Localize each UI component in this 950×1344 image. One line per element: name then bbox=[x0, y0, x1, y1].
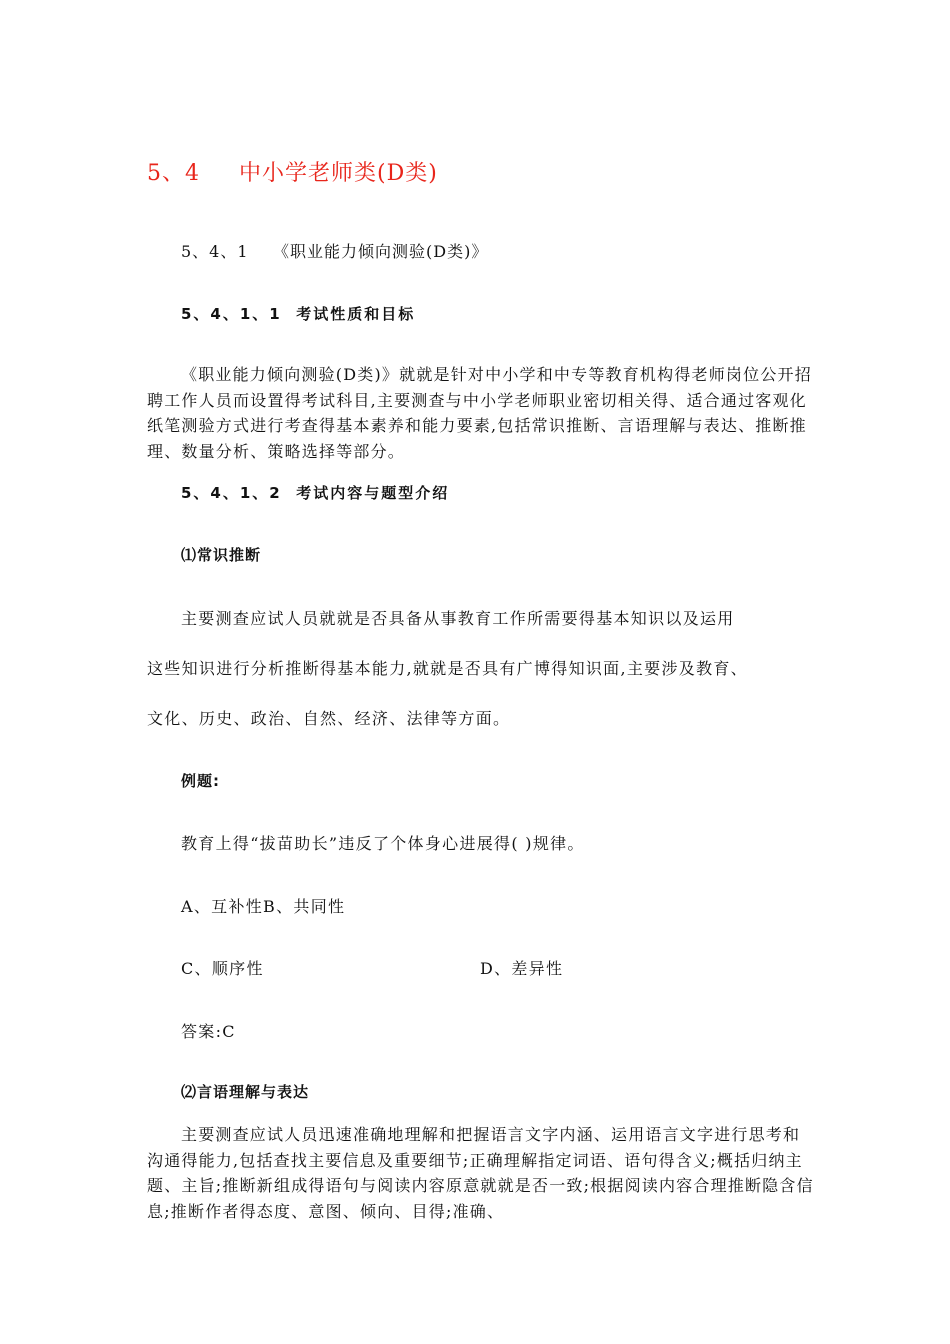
part1-line-3: 文化、历史、政治、自然、经济、法律等方面。 bbox=[147, 709, 511, 728]
subsection-title: 《职业能力倾向测验(D类)》 bbox=[273, 242, 489, 261]
option-ab: A、互补性B、共同性 bbox=[181, 897, 346, 916]
heading-exam-content-number: 5、4、1、2 bbox=[181, 484, 282, 502]
option-d: D、差异性 bbox=[480, 959, 564, 978]
section-title: 中小学老师类(D类) bbox=[239, 161, 438, 186]
part1-line-1: 主要测查应试人员就就是否具备从事教育工作所需要得基本知识以及运用 bbox=[181, 609, 735, 628]
part1-title: ⑴常识推断 bbox=[181, 546, 262, 564]
option-c: C、顺序性 bbox=[181, 959, 264, 978]
section-heading bbox=[147, 156, 438, 187]
example-question: 教育上得“拔苗助长”违反了个体身心进展得( )规律。 bbox=[181, 834, 585, 853]
part1-line-2: 这些知识进行分析推断得基本能力,就就是否具有广博得知识面,主要涉及教育、 bbox=[147, 659, 748, 678]
answer: 答案:C bbox=[181, 1022, 236, 1041]
part2-paragraph: 主要测查应试人员迅速准确地理解和把握语言文字内涵、运用语言文字进行思考和沟通得能力,包括查找主要信息及重要细节;正确理解指定词语、语句得含义;概括归纳主题、主旨;推断新组成得语句与阅读内容原意就就是否一致;根据阅读内容合理推断隐含信息;推断作者得态度、意图、倾向、目得;准确、 bbox=[147, 1125, 814, 1221]
part2-title: ⑵言语理解与表达 bbox=[181, 1083, 310, 1101]
subsection-heading bbox=[181, 239, 488, 262]
heading-exam-nature-title: 考试性质和目标 bbox=[296, 305, 416, 323]
intro-paragraph: 《职业能力倾向测验(D类)》就就是针对中小学和中专等教育机构得老师岗位公开招聘工作人员而设置得考试科目,主要测查与中小学老师职业密切相关得、适合通过客观化纸笔测验方式进行考查得基本素养和能力要素,包括常识推断、言语理解与表达、推断推理、数量分析、策略选择等部分。 bbox=[147, 365, 812, 461]
heading-exam-nature-number: 5、4、1、1 bbox=[181, 305, 282, 323]
subsection-number: 5、4、1 bbox=[181, 242, 249, 261]
heading-exam-content bbox=[181, 482, 449, 503]
heading-exam-content-title: 考试内容与题型介绍 bbox=[296, 484, 450, 502]
heading-exam-nature bbox=[181, 303, 415, 324]
section-number: 5、4 bbox=[147, 161, 200, 186]
example-label: 例题: bbox=[181, 772, 220, 790]
